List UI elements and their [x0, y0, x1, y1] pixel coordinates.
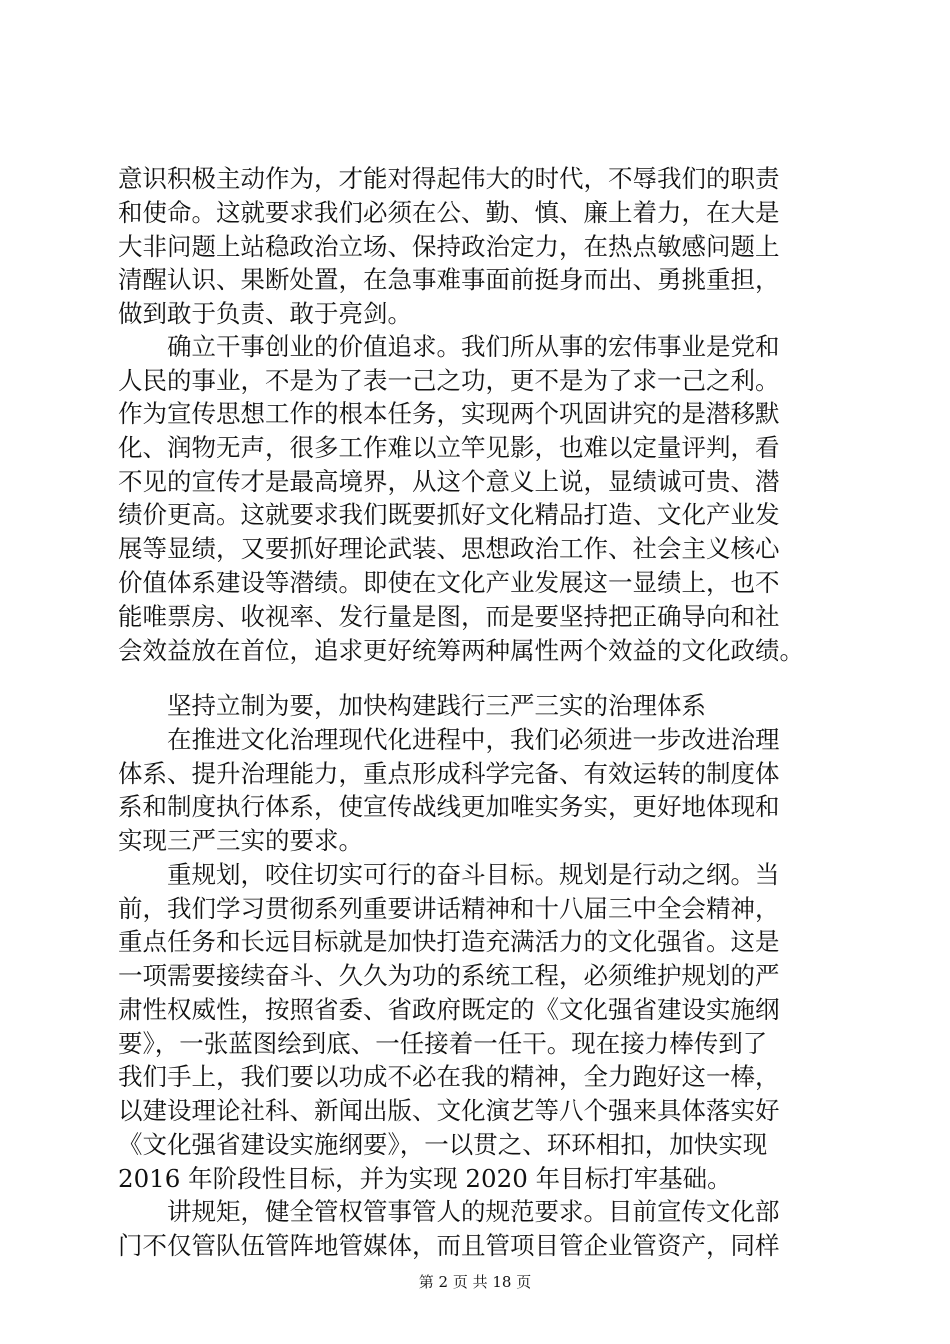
text-line: 展等显绩，又要抓好理论武装、思想政治工作、社会主义核心	[118, 534, 780, 563]
text-line: 坚持立制为要，加快构建践行三严三实的治理体系	[167, 691, 706, 720]
text-line: 化、润物无声，很多工作难以立竿见影，也难以定量评判，看	[118, 433, 780, 462]
text-line: 讲规矩，健全管权管事管人的规范要求。目前宣传文化部	[167, 1197, 780, 1226]
text-line: 门不仅管队伍管阵地管媒体，而且管项目管企业管资产，同样	[118, 1231, 780, 1260]
text-line: 能唯票房、收视率、发行量是图，而是要坚持把正确导向和社	[118, 602, 780, 631]
text-line: 价值体系建设等潜绩。即使在文化产业发展这一显绩上，也不	[118, 568, 780, 597]
text-line: 一项需要接续奋斗、久久为功的系统工程，必须维护规划的严	[118, 961, 780, 990]
text-line: 确立干事创业的价值追求。我们所从事的宏伟事业是党和	[167, 332, 780, 361]
page-footer: 第 2 页 共 18 页	[418, 1273, 532, 1291]
text-line: 重点任务和长远目标就是加快打造充满活力的文化强省。这是	[118, 927, 780, 956]
text-line: 会效益放在首位，追求更好统筹两种属性两个效益的文化政绩。	[118, 636, 804, 665]
text-line: 大非问题上站稳政治立场、保持政治定力，在热点敏感问题上	[118, 232, 780, 261]
text-line: 肃性权威性，按照省委、省政府既定的《文化强省建设实施纲	[118, 995, 780, 1024]
text-line: 不见的宣传才是最高境界，从这个意义上说，显绩诚可贵、潜	[118, 467, 780, 496]
text-line: 《文化强省建设实施纲要》，一以贯之、环环相扣，加快实现	[118, 1130, 768, 1159]
text-line: 做到敢于负责、敢于亮剑。	[118, 299, 412, 328]
text-line: 实现三严三实的要求。	[118, 826, 363, 855]
text-line: 以建设理论社科、新闻出版、文化演艺等八个强来具体落实好	[118, 1096, 780, 1125]
text-line: 和使命。这就要求我们必须在公、勤、慎、廉上着力，在大是	[118, 198, 780, 227]
text-line: 2016 年阶段性目标，并为实现 2020 年目标打牢基础。	[118, 1164, 732, 1193]
text-line: 系和制度执行体系，使宣传战线更加唯实务实，更好地体现和	[118, 792, 780, 821]
text-line: 重规划，咬住切实可行的奋斗目标。规划是行动之纲。当	[167, 860, 780, 889]
text-line: 作为宣传思想工作的根本任务，实现两个巩固讲究的是潜移默	[118, 399, 780, 428]
text-line: 清醒认识、果断处置，在急事难事面前挺身而出、勇挑重担，	[118, 265, 780, 294]
text-line: 意识积极主动作为，才能对得起伟大的时代，不辱我们的职责	[118, 164, 780, 193]
text-line: 前，我们学习贯彻系列重要讲话精神和十八届三中全会精神，	[118, 894, 780, 923]
text-line: 要》，一张蓝图绘到底、一任接着一任干。现在接力棒传到了	[118, 1029, 768, 1058]
text-line: 我们手上，我们要以功成不必在我的精神，全力跑好这一棒，	[118, 1062, 780, 1091]
text-line: 体系、提升治理能力，重点形成科学完备、有效运转的制度体	[118, 759, 780, 788]
text-line: 绩价更高。这就要求我们既要抓好文化精品打造、文化产业发	[118, 500, 780, 529]
text-line: 在推进文化治理现代化进程中，我们必须进一步改进治理	[167, 725, 780, 754]
text-line: 人民的事业，不是为了表一己之功，更不是为了求一己之利。	[118, 366, 780, 395]
